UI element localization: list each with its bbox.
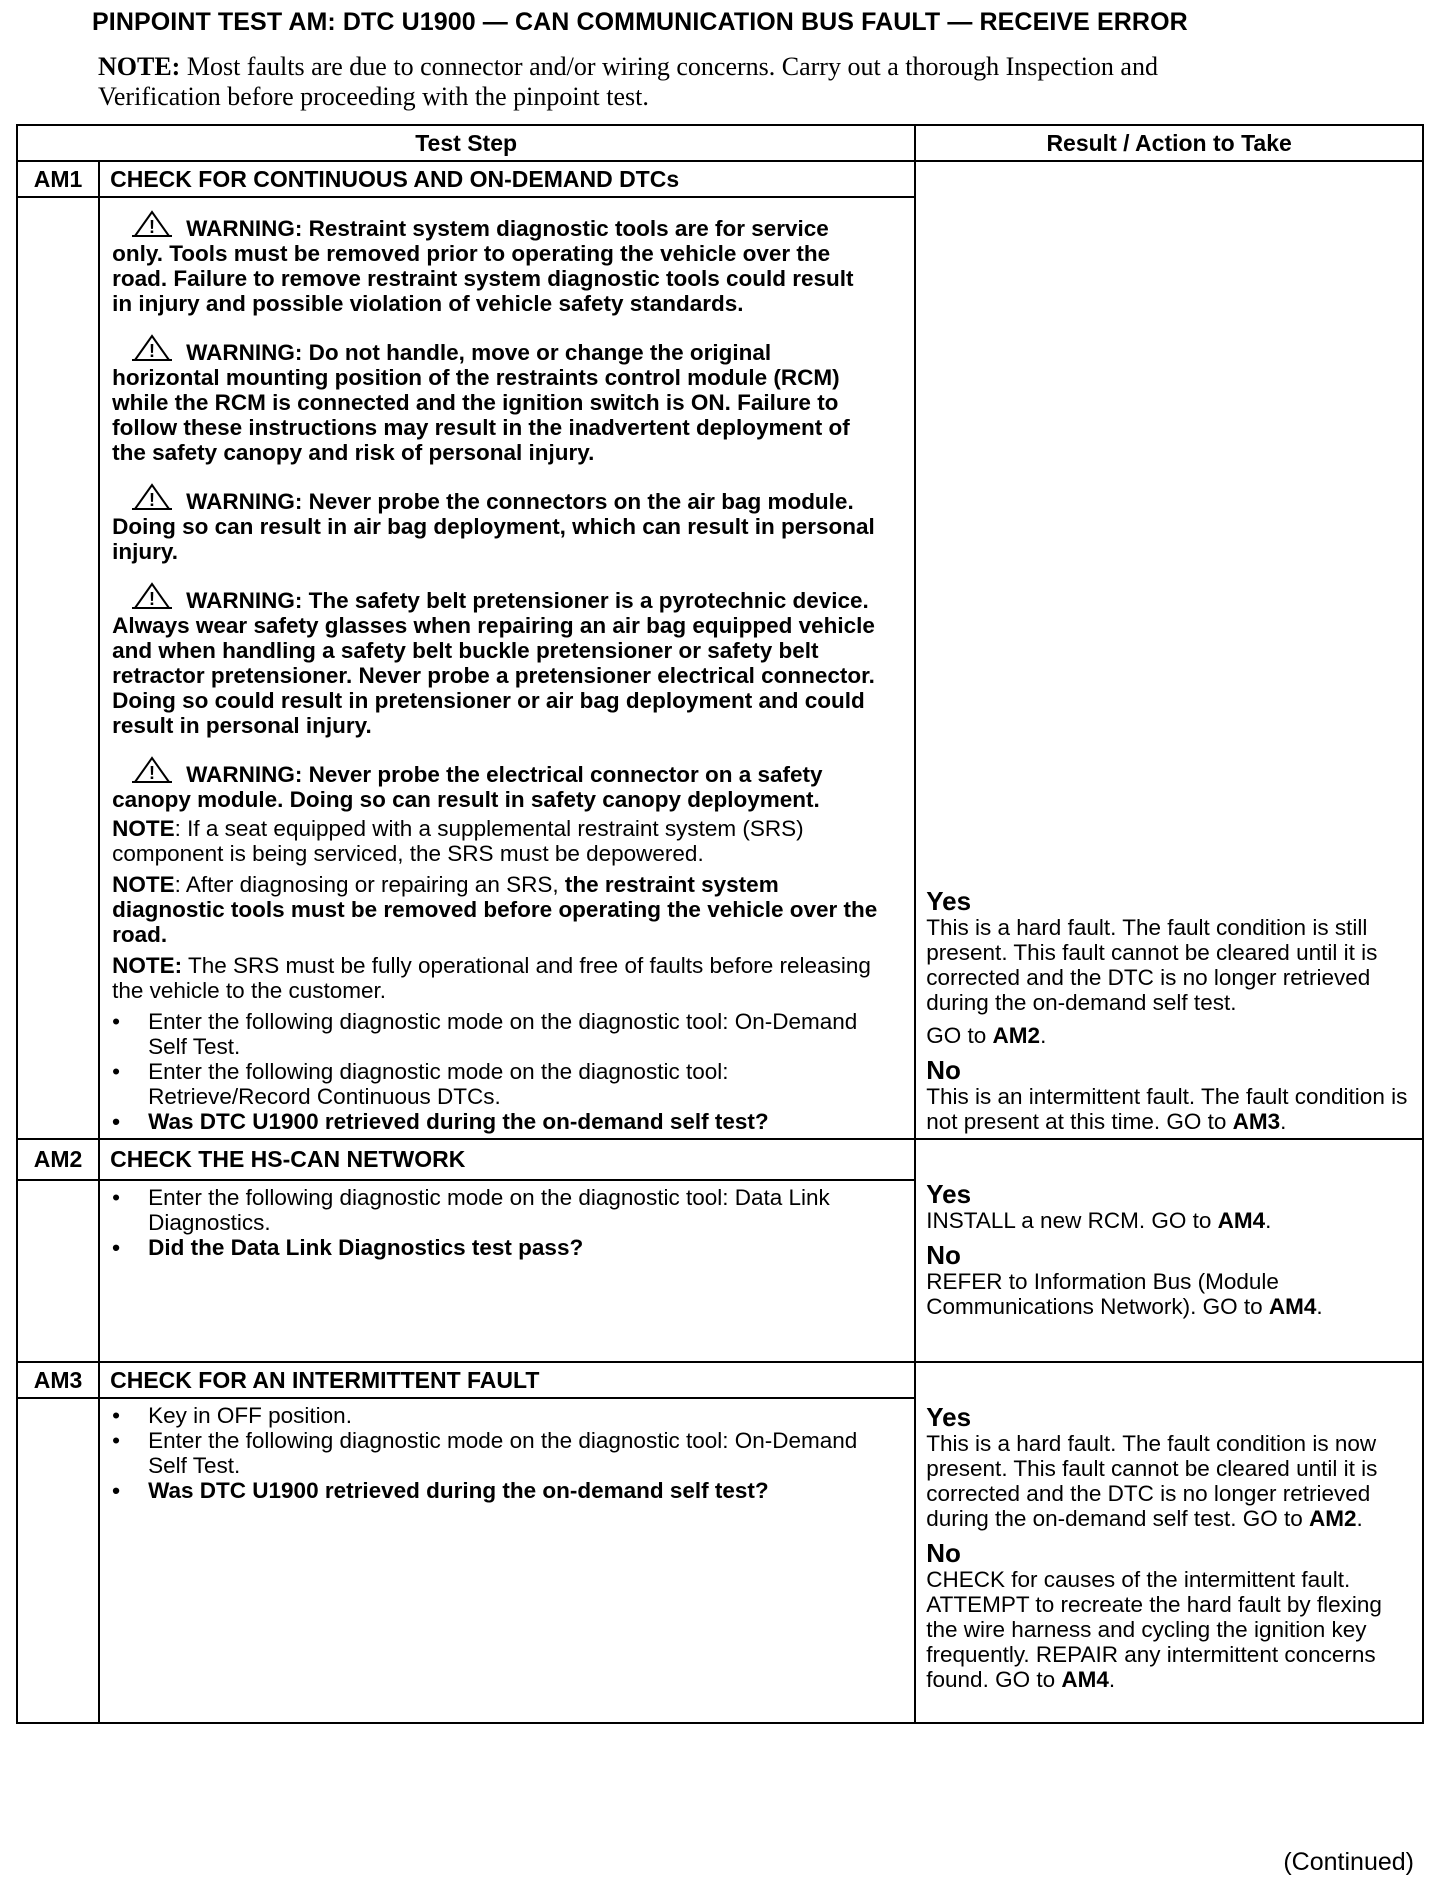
step-am2-bullets xyxy=(112,1185,878,1260)
warning-4-text: WARNING: The safety belt pretensioner is a pyrotechnic device. Always wear safety glasses when repairing an air bag equipped vehicle and when handling a safety belt buckle pretensioner or safety belt retractor pretensioner. Never probe a pretensioner electrical connector. Doing so could result in pretensioner or air bag deployment and could result in personal injury. xyxy=(112,588,875,738)
step-id-am1: AM1 xyxy=(17,161,99,197)
header-test-step: Test Step xyxy=(17,125,915,161)
warning-3 xyxy=(112,483,878,564)
result-am1-yes-label: Yes xyxy=(926,886,972,916)
warning-triangle-icon xyxy=(132,483,172,511)
step-body-am3 xyxy=(99,1398,915,1723)
note-2: NOTE: After diagnosing or repairing an SRS, the restraint system diagnostic tools must be removed before operating the vehicle over the road. xyxy=(112,872,878,947)
result-am1-no-target: AM3 xyxy=(1232,1109,1281,1134)
result-am2-no-label: No xyxy=(926,1240,961,1270)
result-am2-no-text: REFER to Information Bus (Module Communications Network). GO to AM4. xyxy=(926,1269,1323,1319)
header-result: Result / Action to Take xyxy=(915,125,1423,161)
step-am3-id-spacer xyxy=(17,1398,99,1723)
step-body-am2 xyxy=(99,1180,915,1362)
svg-text:!: ! xyxy=(149,763,156,783)
note-1: NOTE: If a seat equipped with a supplemental restraint system (SRS) component is being serviced, the SRS must be depowered. xyxy=(112,816,804,866)
result-am3-no-text: CHECK for causes of the intermittent fault. ATTEMPT to recreate the hard fault by flexing the wire harness and cycling the ignition key frequently. REPAIR any intermittent concerns found. GO to AM4. xyxy=(926,1567,1382,1692)
step-am1-heading-row xyxy=(17,161,1423,197)
result-am3-no-label: No xyxy=(926,1538,961,1568)
step-heading-am2: CHECK THE HS-CAN NETWORK xyxy=(99,1139,915,1180)
result-am2-yes-label: Yes xyxy=(926,1179,972,1209)
pinpoint-table xyxy=(16,124,1424,1724)
warning-2 xyxy=(112,334,878,465)
step-id-am2: AM2 xyxy=(17,1139,99,1180)
top-note xyxy=(98,52,1258,112)
step-id-am3: AM3 xyxy=(17,1362,99,1398)
result-am3-yes-text: This is a hard fault. The fault condition is now present. This fault cannot be cleared until it is corrected and the DTC is no longer retrieved during the on-demand self test. GO to AM2. xyxy=(926,1431,1378,1531)
list-item: • Enter the following diagnostic mode on the diagnostic tool: Data Link Diagnostics. xyxy=(112,1185,878,1235)
step-body-am1 xyxy=(99,197,915,1139)
step-question-am2: • Did the Data Link Diagnostics test pass? xyxy=(112,1235,878,1260)
step-question-am1: • Was DTC U1900 retrieved during the on-demand self test? xyxy=(112,1109,878,1134)
warning-triangle-icon xyxy=(132,210,172,238)
warning-4 xyxy=(112,582,878,738)
warning-2-text: WARNING: Do not handle, move or change the original horizontal mounting position of the restraints control module (RCM) while the RCM is connected and the ignition switch is ON. Failure to follow these instructions may result in the inadvertent deployment of the safety canopy and risk of personal injury. xyxy=(112,340,850,465)
warning-triangle-icon xyxy=(132,756,172,784)
result-am2-yes-text: INSTALL a new RCM. GO to AM4. xyxy=(926,1208,1272,1233)
step-am3-heading-row xyxy=(17,1362,1423,1398)
result-am3-yes-label: Yes xyxy=(926,1402,972,1432)
warning-1-text: WARNING: Restraint system diagnostic tools are for service only. Tools must be removed prior to operating the vehicle over the road. Failure to remove restraint system diagnostic tools could result in injury and possible violation of vehicle safety standards. xyxy=(112,216,854,316)
note-3: NOTE: The SRS must be fully operational and free of faults before releasing the vehicle to the customer. xyxy=(112,953,871,1003)
step-am2-id-spacer xyxy=(17,1180,99,1362)
list-item: • Enter the following diagnostic mode on the diagnostic tool: On-Demand Self Test. xyxy=(112,1009,878,1059)
top-note-text: Most faults are due to connector and/or wiring concerns. Carry out a thorough Inspection and Verification before proceeding with the pinpoint test. xyxy=(98,52,1158,111)
result-am3 xyxy=(915,1362,1423,1723)
list-item: • Enter the following diagnostic mode on the diagnostic tool: Retrieve/Record Continuous DTCs. xyxy=(112,1059,878,1109)
result-am1-yes-go: GO to AM2. xyxy=(926,1023,1047,1048)
svg-text:!: ! xyxy=(149,589,156,609)
list-item: • Enter the following diagnostic mode on the diagnostic tool: On-Demand Self Test. xyxy=(112,1428,878,1478)
warning-triangle-icon xyxy=(132,334,172,362)
result-am1-yes-text: This is a hard fault. The fault condition is still present. This fault cannot be cleared until it is corrected and the DTC is no longer retrieved during the on-demand self test. xyxy=(926,915,1378,1015)
step-am1-bullets xyxy=(112,1009,878,1134)
warning-5 xyxy=(112,756,878,812)
svg-text:!: ! xyxy=(149,217,156,237)
continued-label: (Continued) xyxy=(1283,1848,1414,1876)
step-am2-heading-row xyxy=(17,1139,1423,1180)
step-heading-am3: CHECK FOR AN INTERMITTENT FAULT xyxy=(99,1362,915,1398)
warning-triangle-icon xyxy=(132,582,172,610)
svg-text:!: ! xyxy=(149,490,156,510)
table-header-row xyxy=(17,125,1423,161)
step-question-am3: • Was DTC U1900 retrieved during the on-demand self test? xyxy=(112,1478,878,1503)
step-am3-bullets xyxy=(112,1403,878,1503)
result-am1-yes-target: AM2 xyxy=(992,1023,1041,1048)
warning-1 xyxy=(112,210,878,316)
warning-5-text: WARNING: Never probe the electrical connector on a safety canopy module. Doing so can result in safety canopy deployment. xyxy=(112,762,823,812)
result-am2 xyxy=(915,1139,1423,1362)
step-heading-am1: CHECK FOR CONTINUOUS AND ON-DEMAND DTCs xyxy=(99,161,915,197)
list-item: • Key in OFF position. xyxy=(112,1403,878,1428)
svg-text:!: ! xyxy=(149,341,156,361)
result-am1 xyxy=(915,161,1423,1139)
top-note-label: NOTE: xyxy=(98,52,181,81)
page-title: PINPOINT TEST AM: DTC U1900 — CAN COMMUNICATION BUS FAULT — RECEIVE ERROR xyxy=(92,8,1188,36)
step-am1-id-spacer xyxy=(17,197,99,1139)
result-am1-no-text: This is an intermittent fault. The fault condition is not present at this time. GO to AM3. xyxy=(926,1084,1408,1134)
warning-3-text: WARNING: Never probe the connectors on the air bag module. Doing so can result in air bag deployment, which can result in personal injury. xyxy=(112,489,875,564)
result-am1-no-label: No xyxy=(926,1055,961,1085)
